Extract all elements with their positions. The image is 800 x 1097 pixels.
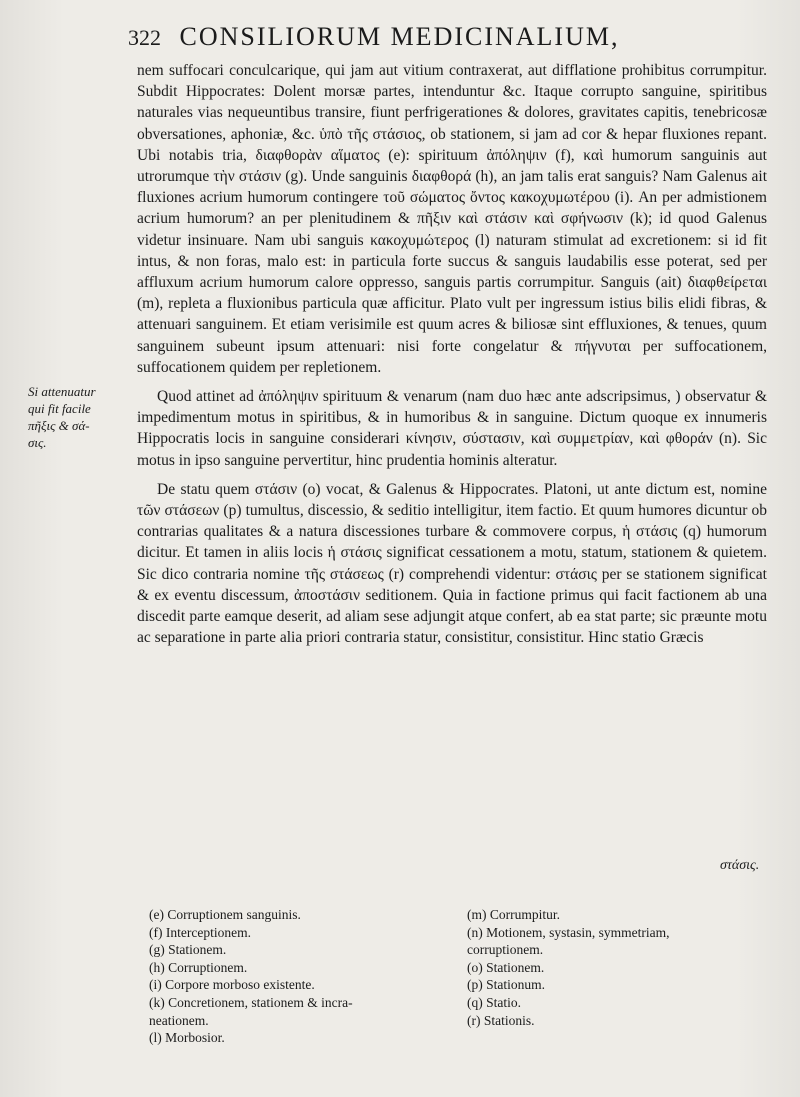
footnote: (f) Interceptionem. (149, 924, 251, 940)
footnote-continuation: neationem. (149, 1012, 209, 1028)
running-header (128, 22, 728, 56)
running-title: CONSILIORUM MEDICINALIUM, (179, 22, 620, 51)
footnote: (r) Stationis. (467, 1012, 535, 1028)
catchword: στάσις. (720, 858, 760, 873)
footnote: (p) Stationum. (467, 977, 545, 993)
marginal-line: Si attenuatur (28, 384, 96, 399)
main-text (137, 60, 767, 648)
footnote: (k) Concretionem, stationem & incra- (149, 994, 353, 1010)
footnotes-left-column (149, 906, 469, 1047)
footnote-continuation: corruptionem. (467, 942, 544, 958)
footnote: (o) Stationem. (467, 959, 545, 975)
footnote: (g) Stationem. (149, 942, 227, 958)
footnote: (m) Corrumpitur. (467, 907, 560, 922)
footnote: (q) Statio. (467, 994, 521, 1010)
footnotes-right-column (467, 906, 787, 1029)
footnote: (e) Corruptionem sanguinis. (149, 907, 301, 922)
footnote: (l) Morbosior. (149, 1030, 225, 1046)
marginal-line: πῆξις & σά- (28, 418, 90, 433)
paragraph: Quod attinet ad ἀπόληψιν spirituum & venarum (nam duo hæc ante adscripsimus, ) observatur & impedimentum motus in spiritibus, & in humoribus & in sanguine. Dictum quoque ex innumeris Hippocratis locis in sanguine considerari κίνησιν, σύστασιν, καὶ συμμετρίαν, καὶ φθοράν (n). Sic motus in ipso sanguine pervertitur, hinc prudentia hominis alteratur. (137, 388, 767, 469)
page-number: 322 (128, 25, 161, 50)
paragraph: De statu quem στάσιν (o) vocat, & Galenus & Hippocrates. Platoni, ut ante dictum est, nomine τῶν στάσεων (p) tumultus, discessio, & seditio intelligitur, item factio. Et quum humores dicuntur ob contrarias qualitates & a natura discessiones turbare & commovere corpus, ἡ στάσις (q) humorum dicitur. Et tamen in aliis locis ἡ στάσις significat cessationem a motu, statum, stationem & quietem. Sic dico contraria nomine τῆς στάσεως (r) comprehendi videntur: στάσις per se stationem significat & ex eventu discessum, ἀποστάσιν seditionem. Quia in factione primus qui facit factionem ab una discedit parte eamque deserit, ad aliam sese adjungit atque confert, ab ea stat parte; sic præunte motu ac separatione in parte alia priori contraria statur, consistitur, consistitur. Hinc statio Græcis (137, 480, 767, 647)
footnote: (n) Motionem, systasin, symmetriam, (467, 924, 670, 940)
footnote: (i) Corpore morboso existente. (149, 977, 315, 993)
footnote: (h) Corruptionem. (149, 959, 248, 975)
marginal-line: σις. (28, 435, 47, 450)
marginal-line: qui fit facile (28, 401, 91, 416)
marginal-note (28, 383, 120, 451)
paragraph: nem suffocari conculcarique, qui jam aut vitium contraxerat, aut difflatione prohibitus corrumpitur. Subdit Hippocrates: Dolent morsæ partes, intenduntur &c. Itaque corrupto sanguine, spiritibus naturales vias nequeuntibus transire, fiunt perfrigerationes & dolores, gravitates capitis, tenebricosæ obversationes, aphoniæ, &c. ὑπὸ τῆς στάσιος, ob stationem, si jam ad cor & hepar fluxiones repant. Ubi notabis tria, διαφθορὰν αἵματος (e): spirituum ἀπόληψιν (f), καὶ humorum sanguinis aut utrorumque τὴν στάσιν (g). Unde sanguinis διαφθορά (h), an jam talis erat sanguis? Nam Galenus ait fluxiones acrium humorum contingere τοῦ σώματος ὄντος κακοχυμωτέρου (i). An per admistionem acrium humorum? an per plenitudinem & πῆξιν καὶ στάσιν καὶ σφήνωσιν (k); id quod Galenus videtur insinuare. Nam ubi sanguis κακοχυμώτερος (l) naturam stimulat ad excretionem: si id fit intus, & non foras, malo est: in particula forte succus & sanguis laudabilis esse poterat, sed per affluxum acrium humorum calore oppresso, sanguis partis corrumpitur. Sanguis (ait) διαφθείρεται (m), repleta a fluxionibus particula quæ afficitur. Plato vult per ingressum istius bilis elidi fibras, & attenuari sanguinem. Et etiam verisimile est quum acres & biliosæ sint effluxiones, & tenues, quum sanguinem subeunt ipsum attenuari: nisi forte congelatur & πήγνυται per suffocationem, suffocationem quidem per repletionem. (137, 62, 767, 376)
